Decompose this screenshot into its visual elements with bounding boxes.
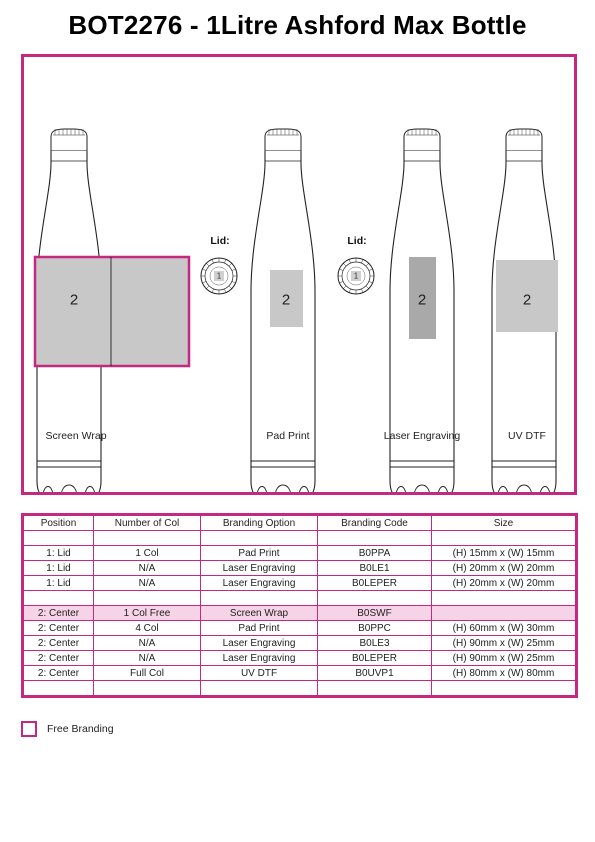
- lid-label-1: Lid:: [210, 235, 230, 247]
- table-cell: [432, 681, 577, 697]
- table-cell: [23, 531, 94, 546]
- table-cell: (H) 90mm x (W) 25mm: [432, 651, 577, 666]
- table-cell: B0LEPER: [318, 576, 432, 591]
- table-cell: [94, 681, 201, 697]
- branding-diagram-panel: [21, 54, 577, 495]
- table-cell: 2: Center: [23, 636, 94, 651]
- table-cell: (H) 20mm x (W) 20mm: [432, 576, 577, 591]
- area-number-laser-engraving: 2: [417, 291, 427, 309]
- table-cell: 4 Col: [94, 621, 201, 636]
- caption-uv-dtf: UV DTF: [508, 430, 546, 442]
- table-row: [23, 681, 577, 697]
- table-cell: Pad Print: [201, 621, 318, 636]
- table-cell: Laser Engraving: [201, 561, 318, 576]
- table-row: [23, 636, 577, 651]
- table-row: [23, 546, 577, 561]
- table-cell: [23, 591, 94, 606]
- lid-label-2: Lid:: [347, 235, 367, 247]
- table-cell: [318, 591, 432, 606]
- table-row: [23, 666, 577, 681]
- table-cell: [94, 591, 201, 606]
- table-cell: N/A: [94, 561, 201, 576]
- free-branding-swatch: [21, 721, 37, 737]
- table-cell: Laser Engraving: [201, 576, 318, 591]
- free-branding-label: Free Branding: [47, 723, 114, 735]
- table-cell: B0SWF: [318, 606, 432, 621]
- table-cell: B0LEPER: [318, 651, 432, 666]
- table-cell: 2: Center: [23, 651, 94, 666]
- table-row: [23, 576, 577, 591]
- header-number-of-col: Number of Col: [94, 515, 201, 531]
- table-cell: 2: Center: [23, 666, 94, 681]
- area-number-screen-wrap: 2: [69, 291, 79, 309]
- page-title: BOT2276 - 1Litre Ashford Max Bottle: [68, 10, 527, 40]
- table-cell: 1 Col Free: [94, 606, 201, 621]
- table-cell: Pad Print: [201, 546, 318, 561]
- table-cell: [318, 681, 432, 697]
- lid-number-1: 1: [216, 271, 222, 281]
- table-cell: [432, 591, 577, 606]
- table-cell: Laser Engraving: [201, 651, 318, 666]
- table-cell: [201, 681, 318, 697]
- screen-wrap-area: [35, 257, 189, 366]
- table-cell: B0LE1: [318, 561, 432, 576]
- table-cell: (H) 80mm x (W) 80mm: [432, 666, 577, 681]
- header-size: Size: [432, 515, 577, 531]
- table-cell: (H) 60mm x (W) 30mm: [432, 621, 577, 636]
- table-cell: [94, 531, 201, 546]
- caption-screen-wrap: Screen Wrap: [45, 430, 107, 442]
- table-cell: Screen Wrap: [201, 606, 318, 621]
- table-row: [23, 591, 577, 606]
- table-cell: B0LE3: [318, 636, 432, 651]
- table-cell: B0PPA: [318, 546, 432, 561]
- table-cell: [201, 531, 318, 546]
- table-cell: Laser Engraving: [201, 636, 318, 651]
- header-position: Position: [23, 515, 94, 531]
- table-cell: [201, 591, 318, 606]
- table-cell: 1 Col: [94, 546, 201, 561]
- area-number-uv-dtf: 2: [522, 291, 532, 309]
- table-cell: [318, 531, 432, 546]
- table-cell: [23, 681, 94, 697]
- caption-laser-engraving: Laser Engraving: [383, 430, 461, 442]
- caption-pad-print: Pad Print: [266, 430, 310, 442]
- table-header-row: [23, 515, 577, 531]
- table-cell: UV DTF: [201, 666, 318, 681]
- table-cell: 1: Lid: [23, 546, 94, 561]
- table-cell: 2: Center: [23, 606, 94, 621]
- table-cell: [432, 606, 577, 621]
- table-cell: N/A: [94, 576, 201, 591]
- table-cell: 1: Lid: [23, 576, 94, 591]
- table-cell: N/A: [94, 636, 201, 651]
- table-cell: 2: Center: [23, 621, 94, 636]
- table-cell: [432, 531, 577, 546]
- table-row: [23, 651, 577, 666]
- bottle-diagram: [24, 57, 574, 492]
- table-row: [23, 606, 577, 621]
- lid-number-2: 1: [353, 271, 359, 281]
- table-cell: (H) 20mm x (W) 20mm: [432, 561, 577, 576]
- table-cell: (H) 15mm x (W) 15mm: [432, 546, 577, 561]
- area-number-pad-print: 2: [281, 291, 291, 309]
- table-cell: N/A: [94, 651, 201, 666]
- table-row: [23, 561, 577, 576]
- table-cell: B0UVP1: [318, 666, 432, 681]
- table-cell: B0PPC: [318, 621, 432, 636]
- branding-table: [21, 513, 578, 698]
- header-branding-option: Branding Option: [201, 515, 318, 531]
- table-body: [23, 531, 577, 697]
- table-row: [23, 531, 577, 546]
- table-cell: Full Col: [94, 666, 201, 681]
- table-cell: 1: Lid: [23, 561, 94, 576]
- table-row: [23, 621, 577, 636]
- header-branding-code: Branding Code: [318, 515, 432, 531]
- table-cell: (H) 90mm x (W) 25mm: [432, 636, 577, 651]
